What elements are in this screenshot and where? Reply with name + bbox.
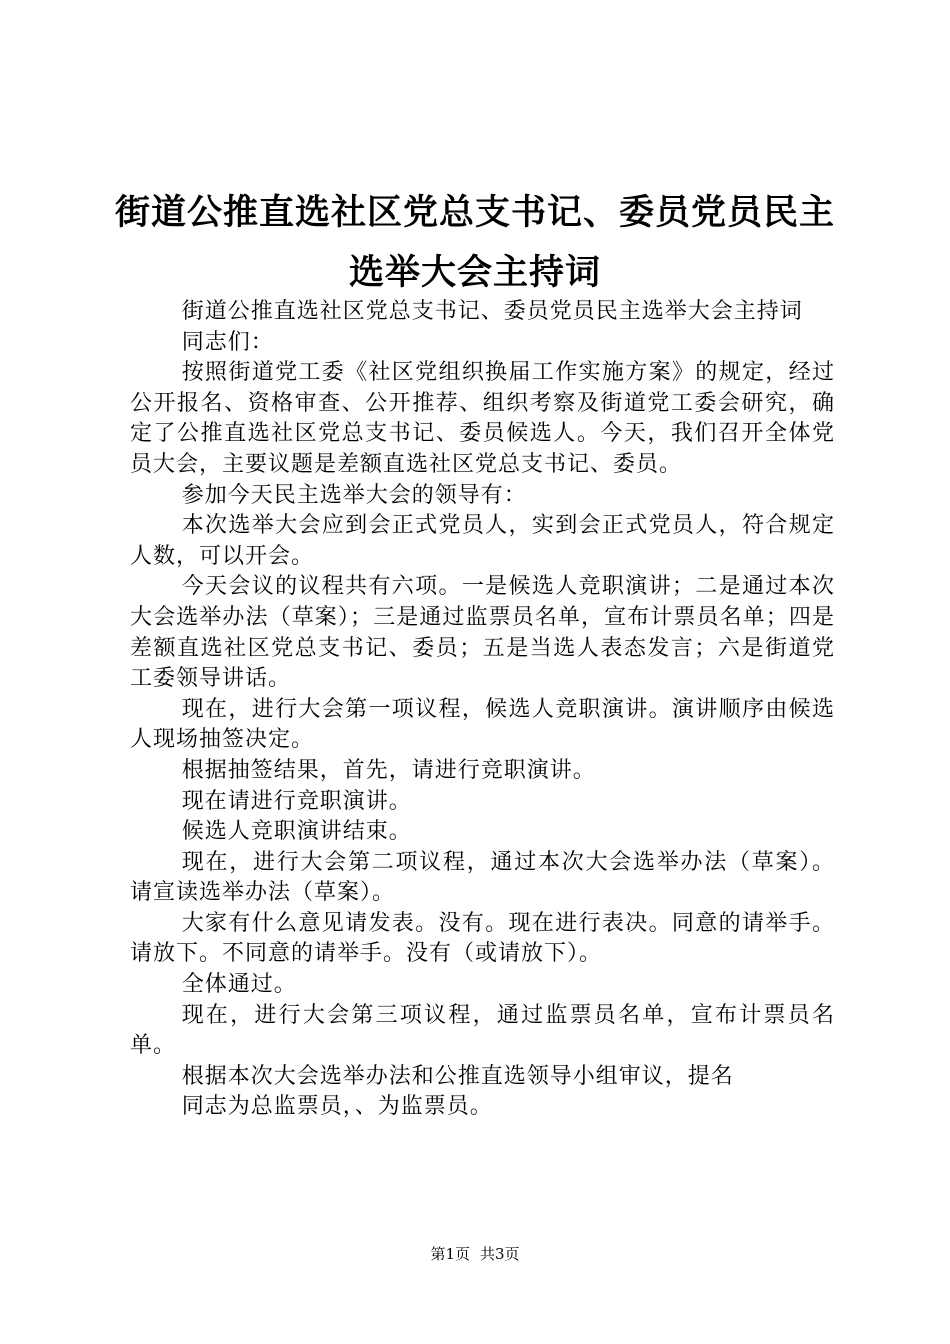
page-number: 第1页 bbox=[430, 1245, 470, 1263]
paragraph: 大家有什么意见请发表。没有。现在进行表决。同意的请举手。请放下。不同意的请举手。没有（或请放下）。 bbox=[130, 910, 835, 967]
document-body bbox=[130, 297, 835, 1123]
title-line-1: 街道公推直选社区党总支书记、委员党员民主 bbox=[114, 193, 835, 233]
paragraph: 现在，进行大会第三项议程，通过监票员名单，宣布计票员名单。 bbox=[130, 1002, 835, 1059]
paragraph: 候选人竞职演讲结束。 bbox=[181, 819, 412, 845]
paragraph: 参加今天民主选举大会的领导有： bbox=[181, 482, 527, 508]
paragraph-heading-repeat: 街道公推直选社区党总支书记、委员党员民主选举大会主持词 bbox=[181, 299, 803, 324]
paragraph: 现在，进行大会第一项议程，候选人竞职演讲。演讲顺序由候选人现场抽签决定。 bbox=[130, 696, 835, 753]
paragraph: 现在请进行竞职演讲。 bbox=[181, 788, 412, 814]
page-footer bbox=[0, 1244, 950, 1264]
paragraph: 根据抽签结果，首先，请进行竞职演讲。 bbox=[181, 757, 596, 783]
paragraph: 根据本次大会选举办法和公推直选领导小组审议，提名 bbox=[181, 1063, 734, 1089]
paragraph: 现在，进行大会第二项议程，通过本次大会选举办法（草案）。请宣读选举办法（草案）。 bbox=[130, 849, 835, 906]
title-line-2: 选举大会主持词 bbox=[348, 253, 601, 293]
paragraph: 同志为总监票员，、为监票员。 bbox=[181, 1094, 493, 1120]
paragraph: 按照街道党工委《社区党组织换届工作实施方案》的规定，经过公开报名、资格审查、公开推荐、组织考察及街道党工委会研究，确定了公推直选社区党总支书记、委员候选人。今天，我们召开全体党员大会，主要议题是差额直选社区党总支书记、委员。 bbox=[130, 360, 835, 477]
paragraph: 全体通过。 bbox=[181, 972, 297, 998]
page-total: 共3页 bbox=[480, 1245, 520, 1263]
document-title bbox=[110, 183, 840, 303]
paragraph: 本次选举大会应到会正式党员人，实到会正式党员人，符合规定人数，可以开会。 bbox=[130, 513, 835, 569]
paragraph: 今天会议的议程共有六项。一是候选人竞职演讲；二是通过本次大会选举办法（草案）；三是通过监票员名单，宣布计票员名单；四是差额直选社区党总支书记、委员；五是当选人表态发言；六是街道党工委领导讲话。 bbox=[130, 574, 835, 692]
paragraph-salutation: 同志们： bbox=[181, 329, 274, 355]
